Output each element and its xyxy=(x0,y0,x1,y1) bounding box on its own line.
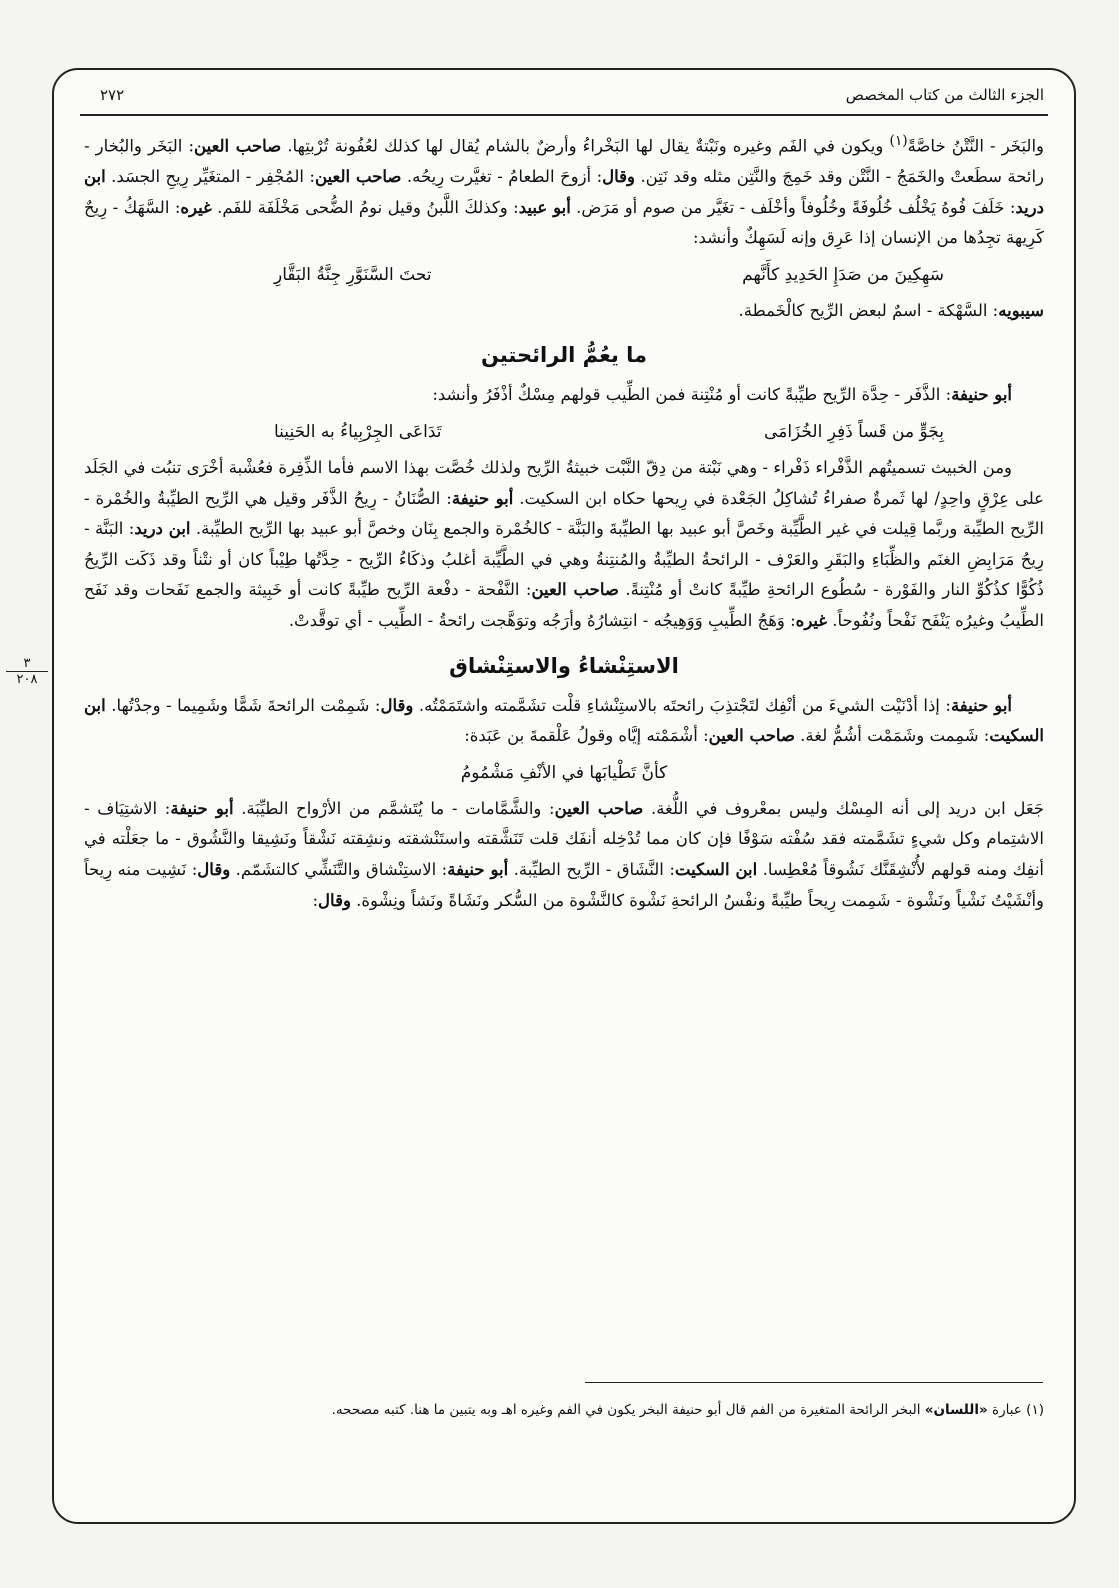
paragraph-3 xyxy=(84,380,1044,411)
text-run: : أزوحَ الطعامُ - تغيَّرت رِيحُه. xyxy=(401,167,603,187)
text-run: : النَّفْحة - دفْعة الرِّيح طيِّبةً كانت أو خَبِيثة والجمع نَفَحات وقد نَفَح الطِّيبُ وغيرُه يَنْفَح نَفْحاً ونُفُوحاً. xyxy=(84,580,1044,631)
text-run: : أشْمَمْته إيَّاه وقولُ عَلْقمةَ بن عَبَدة: xyxy=(464,726,709,746)
margin-reference xyxy=(6,656,48,687)
page-body xyxy=(84,126,1044,916)
source-name: ابن دريد xyxy=(134,519,191,539)
source-name: وقال xyxy=(602,167,636,187)
text-run: والبَخَر - النَّتْنُ خاصَّةً xyxy=(907,136,1045,156)
source-name: ابن السكيت xyxy=(674,860,758,879)
text-run: : النَّشَاق - الرِّيح الطيِّبة. xyxy=(508,860,675,879)
source-name: سيبويه xyxy=(998,300,1044,320)
source-name: أبو حنيفة xyxy=(950,695,1012,715)
text-run: : الذَّفَر - حِدَّة الرِّيح طيِّبةً كانت أو مُنْتِنة فمن الطِّيب قولهم مِسْكٌ أذْفَرُ وأنشد: xyxy=(432,385,952,405)
text-run: : البَنَّة - رِيحُ مَرَابِضِ الغنَم والظِّبَاءِ والبَقَرِ والعَرْف - الرائحةُ الطيِّبةُ والمُنتِنةُ وهي في الطَّيِّبة أغلبُ وذكَاءُ الرِّيح - حِدَّتُها طِيْباً كان أو نتْناً وقد ذَكَت الرِّيحُ ذُكُوًّا كذُكُوِّ النار والفَوْرة - سُطُوع الرائحةِ طيِّبةً كانتْ أو مُنْتِنةً. xyxy=(84,519,1045,600)
margin-ref-volume: ٣ xyxy=(6,656,48,672)
source-name: أبو حنيفة xyxy=(170,798,234,818)
source-name: وقال xyxy=(380,695,414,715)
text-run: : وَهَجُ الطِّيبِ وَوَهِيجُه - انتِشارُهُ وأرَجُه وتوَهَّجت رائحةُ - الطِّيب - أي توقَّدتْ. xyxy=(288,611,796,631)
source-name: صاحب العين xyxy=(554,798,644,818)
text-run: ومن الخبيث تسميتُهم الذَّفْراء ذَفْراء - وهي نَبْتة من دِقّ النَّبْت خبيثةُ الرِّيح ولذلك خُصَّت بهذا الاسم فأما الذِّفِرة فعُشْبة أخْرَى تنبُت في الجَلَد على عِرْقٍ واحِدٍ/ لها ثَمرةٌ صفراءُ تُشاكِلُ الجَعْدة في رِيحها حكاه ابن السكيت. xyxy=(84,458,1045,508)
source-name: أبو حنيفة xyxy=(447,860,509,879)
source-name: ابن دريد xyxy=(84,167,1044,217)
text-run: : الاستِنْشاق والتَّنَشِّي كالتشَمّم. xyxy=(230,860,448,879)
page-header xyxy=(80,82,1048,116)
text-run: : المُجْفِر - المتغَيِّر رِيحِ الجسَد. xyxy=(105,167,315,187)
paragraph-1 xyxy=(84,126,1044,254)
page-number: ٢٧٢ xyxy=(100,86,125,104)
footnote xyxy=(84,1398,1044,1422)
text-run: : إذا أدْنَيْت الشيءَ من أنْفِك لتَجْتذِبَ رائحتَه بالاستِنْشاءِ قلْت تشَمَّمته واشتَمَمْتُه. xyxy=(413,695,951,715)
verse-hemistich-right: بِجَوٍّ من قَساً ذَفِرِ الخُزَامَى xyxy=(764,422,944,443)
footnote-ref: (١) xyxy=(889,133,908,149)
text-run: : شَمِمْت الرائحةَ شَمًّا وشَمِيما - وجدْتُها. xyxy=(105,695,381,715)
text-run: : والشَّمَّامات - ما يُتَشمَّم من الأرْواح الطيِّبَة. xyxy=(233,798,555,818)
text-run: : وكذلكَ اللَّبنُ وقيل نومُ الضُّحى مَخْلَفَة للفَم. xyxy=(211,197,519,217)
source-name: صاحب العين xyxy=(314,167,402,187)
verse-hemistich-right: سَهِكِينَ من صَدَإِ الحَدِيدِ كأَنَّهم xyxy=(742,264,944,285)
section-heading-1: ما يعُمُّ الرائحتين xyxy=(480,343,648,368)
margin-ref-page: ٢٠٨ xyxy=(16,672,38,687)
verse-line: كأنَّ تَطْيابَها في الأنْفِ مَشْمُومُ xyxy=(460,762,668,783)
paragraph-2 xyxy=(84,296,1044,327)
verse-hemistich-left: تَدَاعَى الجِرْبِياءُ به الحَنِينا xyxy=(274,422,442,443)
source-name: أبو عبيد xyxy=(518,197,571,217)
paragraph-4 xyxy=(84,453,1044,637)
text-run: جَعَل ابن دريد إلى أنه المِسْك وليس بمعْروف في اللُّغة. xyxy=(643,798,1044,818)
text-run: : البَخَر والبُخار - رائحة سطَعتْ والخَمَجُ - النَّتْن وقد خَمِجَ والنَّتِن مثله وقد نَتِن. xyxy=(84,136,1044,187)
source-name: أبو حنيفة xyxy=(951,385,1012,405)
footnote-number: (١) xyxy=(1026,1402,1044,1418)
footnote-text: البخر الرائحة المتغيرة من الفم قال أبو حنيفة البخر يكون في الفم وغيره اهـ وبه يتبين ما هنا. كتبه مصححه. xyxy=(331,1402,925,1418)
footnote-divider xyxy=(585,1382,1043,1383)
source-name: ابن السكيت xyxy=(84,695,1044,746)
source-name: أبو حنيفة xyxy=(451,488,514,508)
running-title: الجزء الثالث من كتاب المخصص xyxy=(845,86,1044,104)
text-run: : شَمِمت وشَمَمْت أشُمُّ لغة. xyxy=(794,726,990,746)
verse-hemistich-left: تحتَ السَّنَوَّرِ جِنَّةُ البَقَّارِ xyxy=(274,264,432,285)
source-name: وقال xyxy=(318,890,351,910)
verse-3 xyxy=(84,752,1044,794)
source-name: غيره xyxy=(795,611,828,631)
text-run: : نَشِيت منه رِيحاً وأنْشَيْتُ نَشْياً ونَشْوة - شَمِمت رِيحاً طيِّبةً ونفْسُ الرائحةِ نَشْوة كالنَّشْوة من السُّكر ونَشَاةً ونَشاً ونِشْوة. xyxy=(84,860,1044,910)
text-run: : خَلَفَ فُوهُ يَخْلُف خُلُوفَةً وخُلُوفاً وأخْلَف - تغَيَّر من صوم أو مَرَض. xyxy=(570,197,1016,217)
source-name: وقال xyxy=(197,860,231,879)
footnote-text: عبارة xyxy=(987,1402,1022,1418)
text-run: : الاشتِيَاف - الاشتِمام وكل شيءٍ تشَمَّمته فقد سُفْته سَوْفًا فإن كان مما تُدْخِله أنفَك قلت تَنَشَّقته واستَنْشقته ونشِقته نَشْقاً ونَشِيقا والنَّشُوق - ما جعَلْته في أنفِك ومنه قولهم لأُنْشِقَنَّك نَشُوقاً مُعْطِسا. xyxy=(84,798,1045,879)
text-run: : السَّهَكُ - رِيحٌ كَرِيهة تجِدُها من الإنسان إذا عَرِق وإنه لَسَهِكٌ وأنشد: xyxy=(84,197,1044,248)
verse-2 xyxy=(84,411,1044,453)
paragraph-5 xyxy=(84,691,1044,752)
verse-1 xyxy=(84,254,1044,296)
source-name: صاحب العين xyxy=(531,580,619,600)
source-name: صاحب العين xyxy=(194,136,282,156)
source-name: صاحب العين xyxy=(708,726,795,746)
paragraph-6 xyxy=(84,794,1044,916)
text-run: : xyxy=(312,890,319,910)
section-heading-2: الاستِنْشاءُ والاستِنْشاق xyxy=(449,653,679,678)
text-run: : السَّهْكة - اسمٌ لبعض الرِّيح كالْخَمطة. xyxy=(738,300,999,320)
text-run: ويكون في الفَم وغيره ونَبْتةٌ يقال لها البَخْراءُ وأرضٌ بالشام يُقال لها كذلك لعُفُونة تُرْبتِها. xyxy=(281,136,890,156)
source-name: غيره xyxy=(180,197,212,217)
footnote-source: «اللسان» xyxy=(924,1402,988,1418)
text-run: : الصُّنَانُ - رِيحُ الذَّفَر وقيل هي الرِّيح الطيِّبةُ والخُمْرة - الرِّيح الطيِّبة وربَّما قِيلت في غير الطَّيِّبة وخَصَّ أبو عبيد بها الطيِّبةَ والبَنَّة - كالخُمْرة والجمع بِنَان وخصَّ أبو عبيد بها الرِّيح الطيِّبة. xyxy=(84,488,1044,539)
